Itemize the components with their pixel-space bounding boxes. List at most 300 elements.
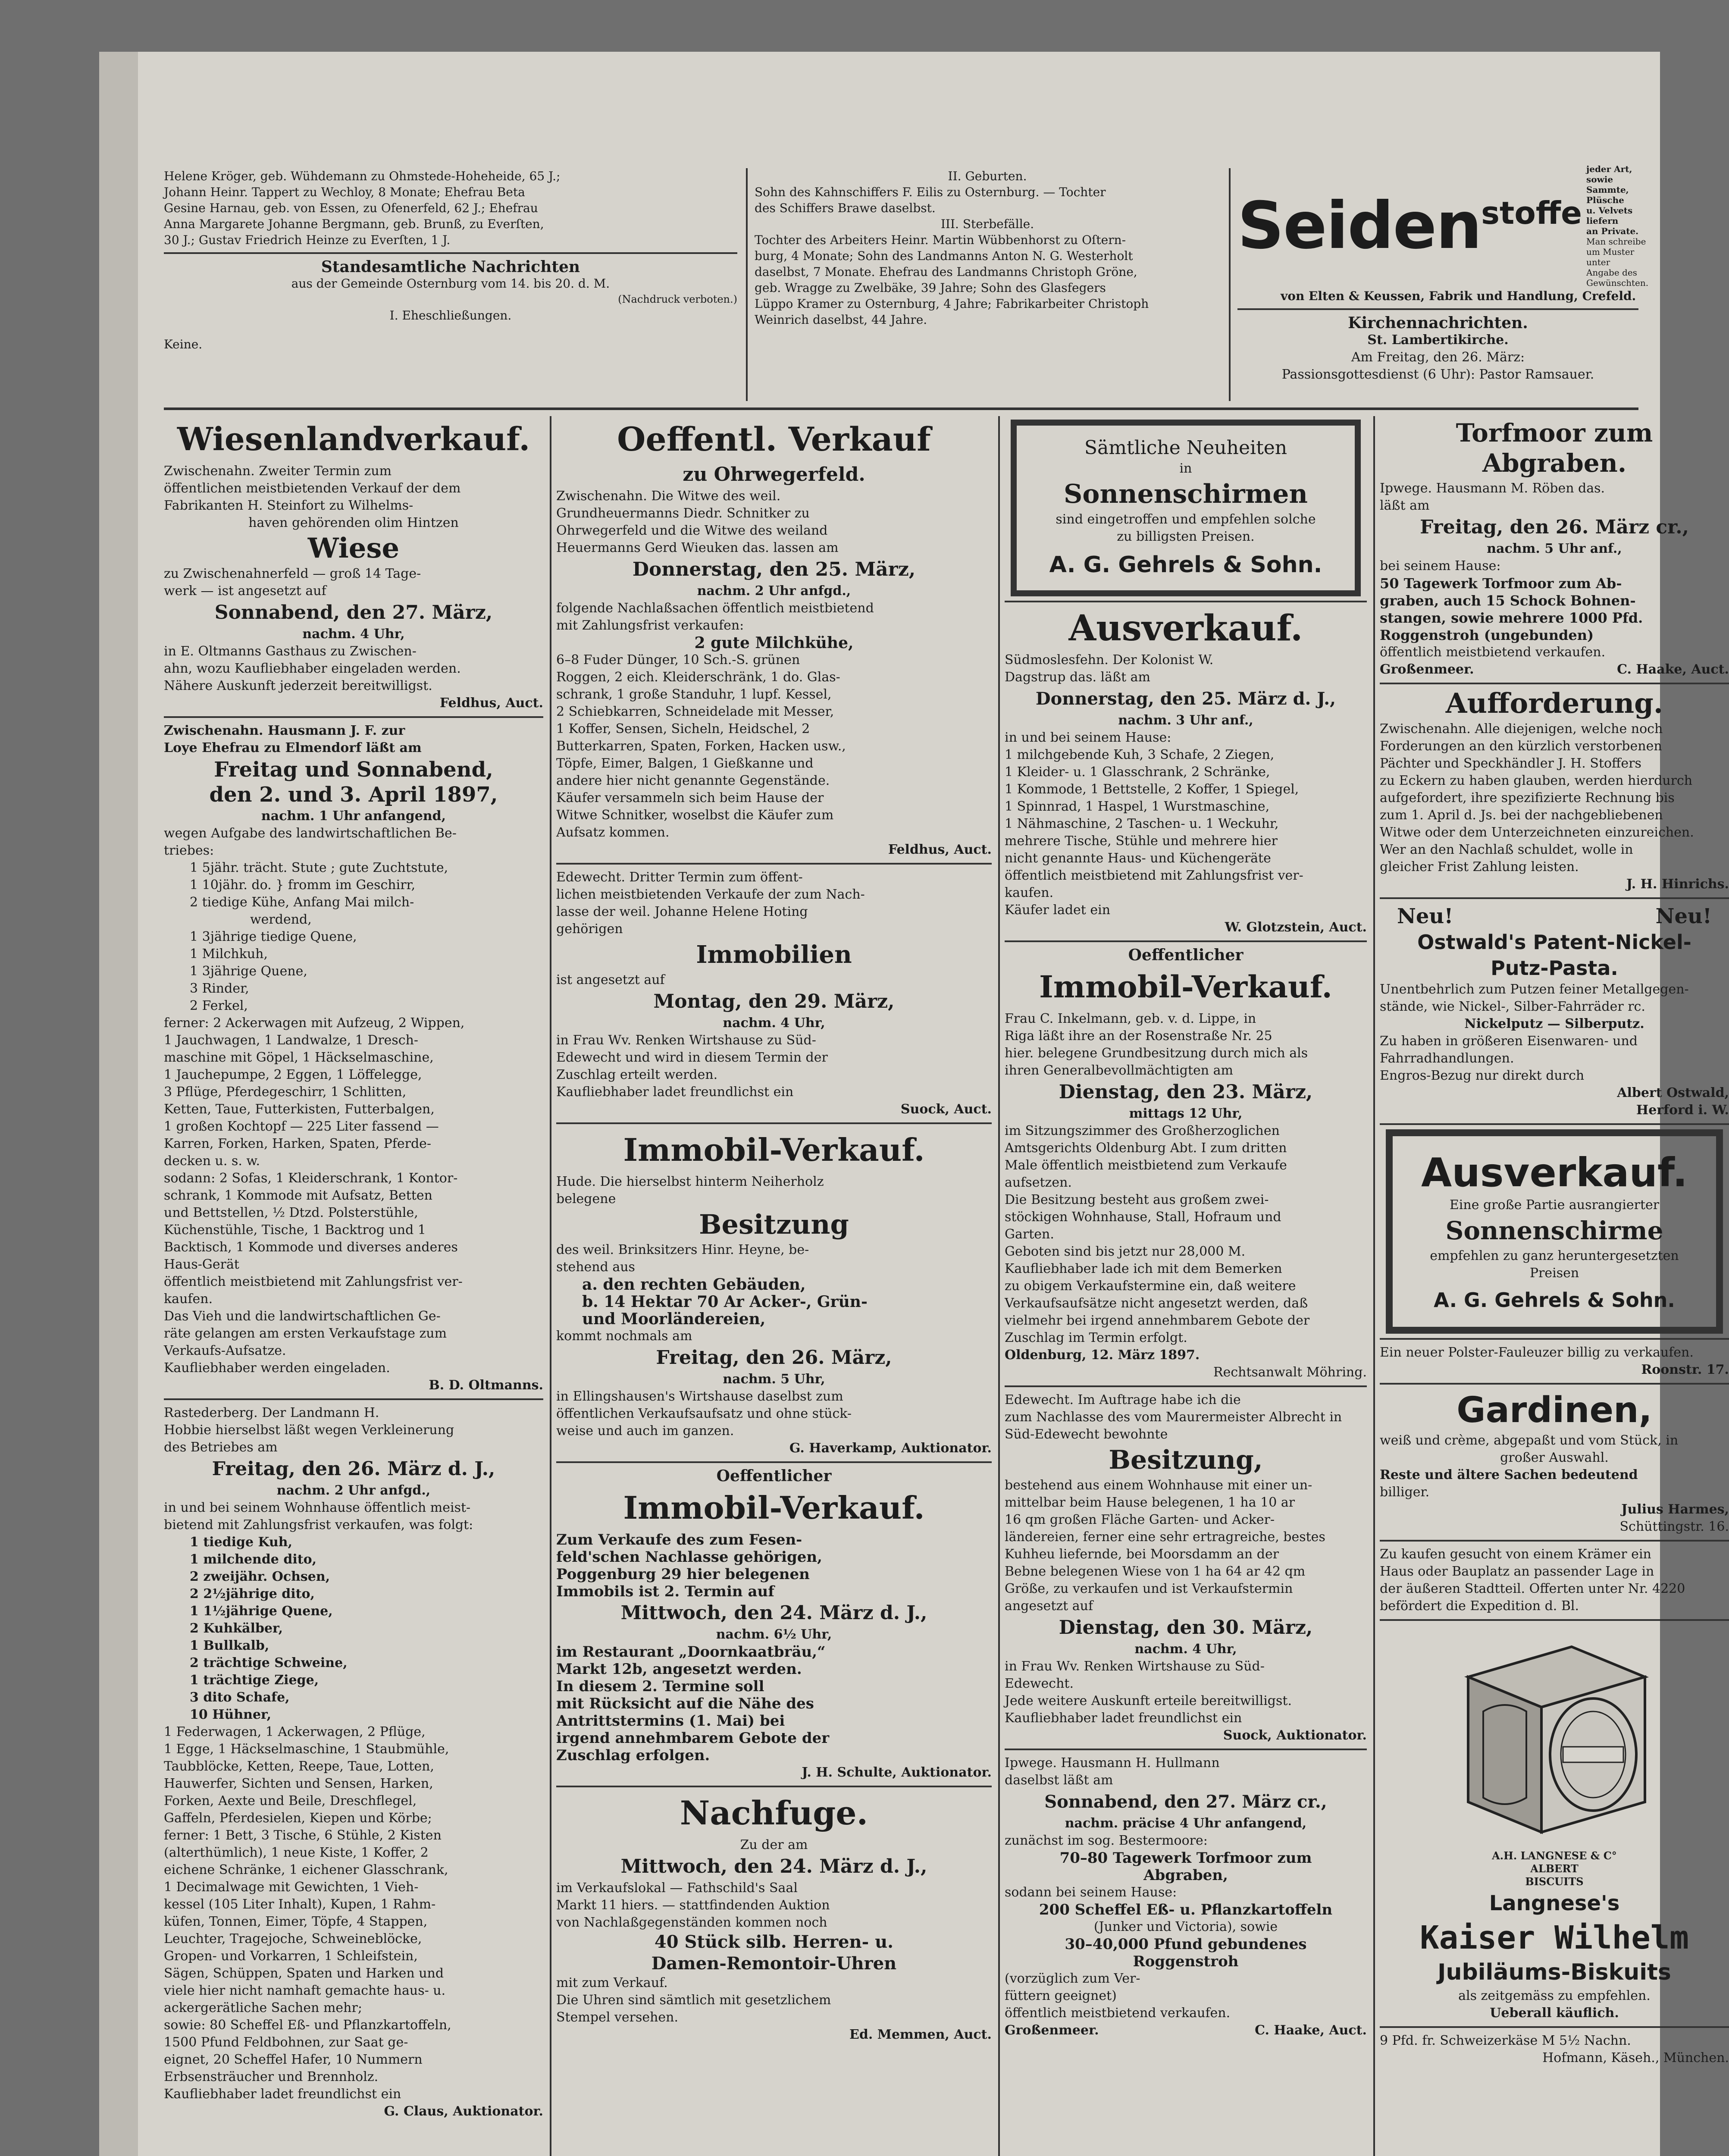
signature: G. Claus, Auktionator. (384, 2104, 543, 2119)
obituary-line: Johann Heinr. Tappert zu Wechloy, 8 Monate; Ehefrau Beta (164, 185, 525, 199)
list-item: 1 Bullkalb, (190, 1638, 269, 1653)
text-line: 50 Tagewerk Torfmoor zum Ab- (1380, 575, 1622, 592)
text-line: Antrittstermins (1. Mai) bei (556, 1712, 785, 1730)
text-line: Zuschlag erfolgen. (556, 1747, 710, 1764)
text-line: in Frau Wv. Renken Wirtshause zu Süd- (556, 1033, 816, 1048)
text-line: Süd-Edewecht bewohnte (1005, 1427, 1168, 1442)
list-item: 3 dito Schafe, (190, 1690, 290, 1705)
auction-time: nachm. 2 Uhr anfgd., (697, 583, 851, 599)
text-line: Edewecht und wird in diesem Termin der (556, 1050, 828, 1065)
advert-title: Ausverkauf. (1421, 1150, 1688, 1196)
text-line: Backtisch, 1 Kommode und diverses anderes (164, 1240, 458, 1255)
text-line: Kaufliebhaber ladet freundlichst ein (556, 1084, 794, 1100)
text-line: viele hier nicht namhaft gemachte haus- u. (164, 1983, 446, 1998)
text-line: Erbsensträucher und Brennholz. (164, 2069, 379, 2084)
aufforderung-advert (1380, 689, 1729, 893)
text-line: Roggen, 2 eich. Kleiderschränk, 1 do. Glas- (556, 670, 840, 685)
obituary-line: 30 J.; Gustav Friedrich Heinze zu Everſten, 1 J. (164, 233, 451, 247)
text-line: billiger. (1380, 1485, 1430, 1500)
neu-label: Neu! (1397, 904, 1453, 928)
text-line: schrank, 1 Kommode mit Aufsatz, Betten (164, 1188, 432, 1203)
edewecht-immobilien-advert (556, 869, 992, 1118)
text-line: öffentlich meistbietend mit Zahlungsfrist ver- (164, 1274, 463, 1289)
text-line: Forken, Aexte und Beile, Dreschflegel, (164, 1793, 417, 1808)
text-line: 200 Scheffel Eß- u. Pflanzkartoffeln (1039, 1901, 1333, 1918)
text-line: Pächter und Speckhändler J. H. Stoffers (1380, 756, 1641, 771)
text-line: Verkaufsaufsätze nicht angesetzt werden, daß (1005, 1296, 1308, 1311)
signature: Feldhus, Auct. (439, 696, 543, 711)
text-line: Rastederberg. Der Landmann H. (164, 1405, 379, 1420)
biscuit-tin-illustration (1442, 1630, 1666, 1845)
text-line: in (1179, 461, 1192, 476)
text-line: in E. Oltmanns Gasthaus zu Zwischen- (164, 644, 417, 659)
signature: Rechtsanwalt Möhring. (1213, 1365, 1367, 1380)
text-line: ahn, wozu Kaufliebhaber eingeladen werden. (164, 661, 461, 676)
list-item: 1 Milchkuh, (190, 946, 268, 962)
text-line: Riga läßt ihre an der Rosenstraße Nr. 25 (1005, 1028, 1272, 1044)
text-line: haven gehörenden olim Hintzen (248, 515, 459, 530)
text-line: im Verkaufslokal — Fathschild's Saal (556, 1880, 798, 1896)
deaths-heading: III. Sterbefälle. (940, 217, 1034, 231)
text-line: Damen-Remontoir-Uhren (651, 1953, 897, 1974)
auction-date: Freitag, den 26. März, (656, 1347, 892, 1369)
seiden-byline: von Elten & Keussen, Fabrik und Handlung, Crefeld. (1281, 289, 1636, 303)
text-line: Oldenburg, 12. März 1897. (1005, 1348, 1200, 1363)
auction-time: nachm. 1 Uhr anfangend, (261, 808, 446, 824)
list-item: 1 trächtige Ziege, (190, 1673, 319, 1688)
text-line: Nähere Auskunft jederzeit bereitwilligst. (164, 678, 432, 693)
text-line: hier. belegene Grundbesitzung durch mich als (1005, 1046, 1308, 1061)
deaths-line: Weinrich daselbst, 44 Jahre. (755, 313, 927, 327)
text-line: des weil. Brinksitzers Hinr. Heyne, be- (556, 1242, 809, 1257)
church-date: Am Freitag, den 26. März: (1351, 350, 1525, 365)
text-line: Preisen (1529, 1266, 1579, 1281)
text-line: im Sitzungszimmer des Großherzoglichen (1005, 1123, 1280, 1138)
advert-title: Immobil-Verkauf. (623, 1131, 925, 1168)
auction-date: Sonnabend, den 27. März cr., (1044, 1792, 1327, 1812)
list-item: 2 tiedige Kühe, Anfang Mai milch- (190, 895, 414, 910)
list-item: und Moorländereien, (582, 1310, 766, 1328)
text-line: Butterkarren, Spaten, Forken, Hacken usw., (556, 739, 846, 754)
advert-pre: Oeffentlicher (716, 1467, 832, 1485)
advert-title: Immobilien (696, 940, 852, 969)
column-3 (1005, 416, 1367, 2156)
text-line: Hobbie hierselbst läßt wegen Verkleinerung (164, 1423, 454, 1438)
text-line: 1 milchgebende Kuh, 3 Schafe, 2 Ziegen, (1005, 747, 1275, 762)
obituary-line: Gesine Harnau, geb. von Essen, zu Ofenerfeld, 62 J.; Ehefrau (164, 201, 538, 215)
text-line: bei seinem Hause: (1380, 558, 1501, 573)
seiden-brand: Seiden (1237, 188, 1482, 263)
text-line: 30–40,000 Pfund gebundenes (1065, 1936, 1307, 1953)
signature: Suock, Auktionator. (1223, 1728, 1367, 1743)
text-line: Kaufliebhaber werden eingeladen. (164, 1360, 390, 1376)
text-line: 70–80 Tagewerk Torfmoor zum (1059, 1849, 1312, 1867)
text-line: 2 gute Milchkühe, (694, 634, 854, 652)
ausverkauf-dagstrup-advert (1005, 607, 1367, 936)
deaths-line: burg, 4 Monate; Sohn des Landmanns Anton N. G. Westerholt (755, 249, 1133, 263)
obituary-line: Helene Kröger, geb. Wühdemann zu Ohmstede-Hoheheide, 65 J.; (164, 169, 561, 183)
text-line: Kaufliebhaber ladet freundlichst ein (164, 2087, 401, 2102)
auction-time: nachm. 2 Uhr anfgd., (276, 1483, 431, 1498)
signature: J. H. Hinrichs. (1626, 877, 1729, 892)
text-line: 1500 Pfund Feldbohnen, zur Saat ge- (164, 2035, 408, 2050)
text-line: Markt 11 hiers. — stattfindenden Auktion (556, 1898, 830, 1913)
text-line: eichene Schränke, 1 eichener Glasschrank, (164, 1862, 448, 1877)
seiden-side: jeder Art, sowie (1586, 164, 1632, 185)
text-line: ländereien, ferner eine sehr ertragreiche, bestes (1005, 1529, 1325, 1545)
deaths-line: daselbst, 7 Monate. Ehefrau des Landmanns Christoph Gröne, (755, 265, 1137, 279)
advert-title: Besitzung, (1109, 1445, 1263, 1475)
advert-title: Nachfuge. (680, 1794, 868, 1832)
advert-sub: zu Ohrwegerfeld. (683, 464, 865, 486)
text-line: Größe, zu verkaufen und ist Verkaufstermin (1005, 1581, 1293, 1596)
seiden-side2: Angabe des Gewünschten. (1586, 267, 1649, 288)
text-line: mit zum Verkauf. (556, 1975, 668, 1990)
standes-line: aus der Gemeinde Osternburg vom 14. bis 20. d. M. (291, 276, 610, 291)
text-line: daselbst läßt am (1005, 1773, 1113, 1788)
text-line: füttern geeignet) (1005, 1988, 1117, 2003)
text-line: der äußeren Stadtteil. Offerten unter Nr. 4220 (1380, 1581, 1685, 1596)
text-line: stangen, sowie mehrere 1000 Pfd. (1380, 610, 1643, 626)
text-line: (Junker und Victoria), sowie (1093, 1919, 1278, 1934)
text-line: großer Auswahl. (1500, 1450, 1609, 1465)
text-line: Südmoslesfehn. Der Kolonist W. (1005, 652, 1214, 667)
column-1 (164, 416, 543, 2156)
text-line: Zwischenahn. Alle diejenigen, welche noch (1380, 721, 1663, 736)
auction-date: Freitag und Sonnabend, (214, 758, 493, 782)
auction-time: nachm. 4 Uhr, (1134, 1642, 1237, 1657)
standes-nachdruck: (Nachdruck verboten.) (618, 293, 737, 305)
text-line: Edewecht. Dritter Termin zum öffent- (556, 870, 803, 885)
text-line: lasse der weil. Johanne Helene Hoting (556, 904, 808, 919)
text-line: 1 Federwagen, 1 Ackerwagen, 2 Pflüge, (164, 1724, 426, 1739)
place-name: Großenmeer. (1005, 2023, 1099, 2038)
text-line: Ein neuer Polster-Fauleuzer billig zu verkaufen. (1380, 1345, 1694, 1360)
tin-label: BISCUITS (1525, 1875, 1584, 1888)
text-line: Immobils ist 2. Termin auf (556, 1583, 774, 1600)
text-line: (alterthümlich), 1 neue Kiste, 1 Koffer, 2 (164, 1845, 429, 1860)
place-name: Großenmeer. (1380, 662, 1474, 677)
births-heading: II. Geburten. (948, 169, 1027, 183)
text-line: Dagstrup das. läßt am (1005, 670, 1150, 685)
text-line: sodann: 2 Sofas, 1 Kleiderschrank, 1 Kontor- (164, 1171, 458, 1186)
text-line: Geboten sind bis jetzt nur 28,000 M. (1005, 1244, 1246, 1259)
list-item: 2 zweijähr. Ochsen, (190, 1569, 330, 1584)
text-line: triebes: (164, 843, 214, 858)
wiesen-time: nachm. 4 Uhr, (302, 627, 405, 642)
wiesen-title: Wiesenlandverkauf. (177, 421, 530, 458)
text-line: belegene (556, 1191, 616, 1206)
text-line: Edewecht. (1005, 1676, 1074, 1691)
births-line: des Schiffers Brawe daselbst. (755, 201, 936, 215)
text-line: öffentlich meistbietend mit Zahlungsfrist ver- (1005, 868, 1303, 883)
text-line: zum 1. April d. Js. bei der nachgebliebenen (1380, 808, 1663, 823)
text-line: feld'schen Nachlasse gehörigen, (556, 1548, 822, 1566)
text-line: Kaufliebhaber lade ich mit dem Bemerken (1005, 1261, 1282, 1276)
text-line: 6–8 Fuder Dünger, 10 Sch.-S. grünen (556, 652, 800, 667)
auction-date: Dienstag, den 23. März, (1059, 1081, 1313, 1103)
text-line: zu obigem Verkaufstermine ein, daß weitere (1005, 1279, 1296, 1294)
list-item: werdend, (250, 912, 312, 927)
signature: Feldhus, Auct. (888, 842, 992, 857)
auction-date: Freitag, den 26. März d. J., (212, 1458, 495, 1480)
text-line: lichen meistbietenden Verkaufe der zum Nach- (556, 887, 865, 902)
text-line: Nickelputz — Silberputz. (1464, 1016, 1644, 1031)
text-line: Kaufliebhaber ladet freundlichst ein (1005, 1711, 1242, 1726)
signature: J. H. Schulte, Auktionator. (802, 1765, 992, 1780)
advert-sub: Sonnenschirme (1445, 1216, 1663, 1245)
tin-label: A.H. LANGNESE & C° (1492, 1849, 1617, 1862)
polster-advert (1380, 1344, 1729, 1379)
text-line: 1 Kleider- u. 1 Glasschrank, 2 Schränke, (1005, 765, 1270, 780)
text-line: 1 Nähmaschine, 2 Taschen- u. 1 Weckuhr, (1005, 816, 1279, 831)
text-line: ferner: 2 Ackerwagen mit Aufzeug, 2 Wippen, (164, 1015, 465, 1031)
text-line: Male öffentlich meistbietend zum Verkaufe (1005, 1158, 1287, 1173)
text-line: Markt 12b, angesetzt werden. (556, 1661, 802, 1678)
advert-title: Immobil-Verkauf. (623, 1489, 925, 1526)
column-4 (1380, 416, 1729, 2156)
wiesen-date: Sonnabend, den 27. März, (214, 602, 493, 624)
text-line: öffentlich meistbietend verkaufen. (1380, 645, 1606, 660)
advert-pre: Oeffentlicher (1128, 946, 1244, 964)
text-line: kommt nochmals am (556, 1329, 692, 1344)
text-line: andere hier nicht genannte Gegenstände. (556, 773, 830, 788)
text-line: kaufen. (1005, 885, 1054, 900)
text-line: zum Nachlasse des vom Maurermeister Albrecht in (1005, 1410, 1342, 1425)
text-line: Forderungen an den kürzlich verstorbenen (1380, 739, 1662, 754)
text-line: 40 Stück silb. Herren- u. (654, 1932, 894, 1952)
seiden-side: Sammte, Plüsche (1586, 185, 1629, 205)
text-line: werk — ist angesetzt auf (164, 583, 326, 599)
text-line: Witwe oder dem Unterzeichneten einzureichen. (1380, 825, 1694, 840)
seiden-brand-suffix: stoffe (1481, 195, 1582, 231)
list-item: a. den rechten Gebäuden, (582, 1275, 806, 1294)
list-item: 2 Kuhkälber, (190, 1621, 283, 1636)
text-line: Zwischenahn. Hausmann J. F. zur (164, 723, 405, 738)
text-line: öffentlich meistbietend verkaufen. (1005, 2006, 1231, 2021)
list-item: 1 5jähr. trächt. Stute ; gute Zuchtstute, (190, 860, 448, 875)
text-line: Amtsgerichts Oldenburg Abt. I zum dritten (1005, 1141, 1287, 1156)
text-line: Zwischenahn. Die Witwe des weil. (556, 489, 781, 504)
obituary-line: Anna Margarete Johanne Bergmann, geb. Brunß, zu Everſten, (164, 217, 544, 231)
neu-label: Neu! (1655, 904, 1712, 928)
auction-time: nachm. präcise 4 Uhr anfangend, (1065, 1816, 1307, 1831)
list-item: 10 Hühner, (190, 1707, 272, 1722)
text-line: Reste und ältere Sachen bedeutend (1380, 1467, 1638, 1482)
signature: C. Haake, Auct. (1617, 662, 1729, 677)
nachfuge-advert (556, 1792, 992, 2043)
text-line: 1 großen Kochtopf — 225 Liter fassend — (164, 1119, 439, 1134)
text-line: 2 Schiebkarren, Schneidelade mit Messer, (556, 704, 834, 719)
text-line: Roggenstroh (1133, 1953, 1239, 1970)
text-line: Küchenstühle, Tische, 1 Backtrog und 1 (164, 1222, 426, 1238)
auction-time: nachm. 5 Uhr anf., (1487, 541, 1622, 556)
riga-advert (1005, 946, 1367, 1381)
text-line: Eine große Partie ausrangierter (1449, 1197, 1660, 1213)
auction-date: Mittwoch, den 24. März d. J., (620, 1602, 927, 1624)
list-item: 1 3jährige Quene, (190, 964, 307, 979)
advert-title: Sonnenschirmen (1063, 479, 1308, 509)
text-line: Gaffeln, Pferdesielen, Kiepen und Körbe; (164, 1811, 432, 1826)
hullmann-advert (1005, 1755, 1367, 2039)
newspaper-page (99, 52, 1729, 2156)
signature: B. D. Oltmanns. (429, 1378, 543, 1393)
text-line: Ohrwegerfeld und die Witwe des weiland (556, 523, 828, 538)
text-line: 3 Pflüge, Pferdegeschirr, 1 Schlitten, (164, 1084, 407, 1100)
text-line: sodann bei seinem Hause: (1005, 1885, 1177, 1900)
text-line: Verkaufs-Aufsatze. (164, 1343, 286, 1358)
seiden-side: an Private. (1586, 226, 1639, 236)
text-line: Zuschlag im Termin erfolgt. (1005, 1330, 1187, 1345)
rastede-advert (164, 1404, 543, 2120)
fesenfeld-advert (556, 1467, 992, 1781)
advert-title: Gardinen, (1456, 1390, 1652, 1431)
text-line: Wer an den Nachlaß schuldet, wolle in (1380, 842, 1633, 857)
text-line: Hauwerfer, Sichten und Sensen, Harken, (164, 1776, 433, 1791)
auction-date: Donnerstag, den 25. März d. J., (1035, 689, 1336, 709)
text-line: schrank, 1 große Standuhr, 1 lupf. Kessel, (556, 687, 832, 702)
text-line: Hude. Die hierselbst hinterm Neiherholz (556, 1174, 824, 1189)
gehrels-neuheiten-advert (1011, 420, 1361, 596)
text-line: ackergerätliche Sachen mehr; (164, 2000, 362, 2015)
text-line: Garten. (1005, 1227, 1054, 1242)
text-line: in und bei seinem Wohnhause öffentlich meist- (164, 1500, 471, 1515)
text-line: empfehlen zu ganz heruntergesetzten (1430, 1248, 1679, 1263)
text-line: Zum Verkaufe des zum Fesen- (556, 1531, 802, 1548)
text-line: mit Rücksicht auf die Nähe des (556, 1695, 814, 1712)
text-line: stöckigen Wohnhause, Stall, Hofraum und (1005, 1210, 1281, 1225)
text-line: irgend annehmbarem Gebote der (556, 1730, 830, 1747)
text-line: Sägen, Schüppen, Spaten und Harken und (164, 1966, 444, 1981)
text-line: Jede weitere Auskunft erteile bereitwilligst. (1005, 1693, 1292, 1708)
text-line: Karren, Forken, Harken, Spaten, Pferde- (164, 1136, 432, 1151)
text-line: Ueberall käuflich. (1490, 2006, 1619, 2021)
text-line: aufsetzen. (1005, 1175, 1072, 1190)
text-line: zu Zwischenahnerfeld — groß 14 Tage- (164, 566, 421, 581)
firm-name: A. G. Gehrels & Sohn. (1434, 1288, 1675, 1312)
text-line: Aufsatz kommen. (556, 825, 670, 840)
auction-time: nachm. 3 Uhr anf., (1118, 713, 1253, 728)
text-line: ist angesetzt auf (556, 972, 665, 987)
list-item: 3 Rinder, (190, 981, 249, 996)
text-line: Käufer ladet ein (1005, 903, 1111, 918)
zurloye-advert (164, 722, 543, 1394)
text-line: 1 Jauchwagen, 1 Landwalze, 1 Dresch- (164, 1033, 419, 1048)
brand-name: Langnese's (1489, 1891, 1620, 1915)
text-line: räte gelangen am ersten Verkaufstage zum (164, 1326, 447, 1341)
advert-title: Immobil-Verkauf. (1039, 969, 1332, 1005)
text-line: zunächst im sog. Bestermoore: (1005, 1833, 1208, 1848)
signature: G. Haverkamp, Auktionator. (789, 1441, 992, 1456)
text-line: mit Zahlungsfrist verkaufen: (556, 618, 744, 633)
text-line: Stempel versehen. (556, 2010, 679, 2025)
text-line: Haus-Gerät (164, 1257, 239, 1272)
text-line: des Betriebes am (164, 1440, 278, 1455)
text-line: 1 Kommode, 1 Bettstelle, 2 Koffer, 1 Spiegel, (1005, 782, 1299, 797)
text-line: folgende Nachlaßsachen öffentlich meistbietend (556, 601, 874, 616)
kaese-advert (1380, 2032, 1729, 2067)
text-line: mehrere Tische, Stühle und mehrere hier (1005, 834, 1278, 849)
text-line: läßt am (1380, 498, 1430, 513)
top-mid-notices (755, 168, 1220, 401)
text-line: Poggenburg 29 hier belegenen (556, 1566, 810, 1583)
list-item: 2 Ferkel, (190, 998, 248, 1013)
text-line: ferner: 1 Bett, 3 Tische, 6 Stühle, 2 Kisten (164, 1828, 442, 1843)
auction-date: Mittwoch, den 24. März d. J., (620, 1855, 927, 1877)
text-line: gehörigen (556, 921, 623, 937)
page-binding-edge (99, 52, 138, 2156)
signature: Roonstr. 17. (1641, 1362, 1729, 1377)
text-line: zu billigsten Preisen. (1117, 529, 1255, 544)
text-line: stände, wie Nickel-, Silber-Fahrräder rc. (1380, 999, 1645, 1014)
product-title: Ostwald's Patent-Nickel- (1417, 931, 1691, 954)
text-line: maschine mit Göpel, 1 Häckselmaschine, (164, 1050, 434, 1065)
torfmoor-advert (1380, 418, 1729, 678)
list-item: 1 10jähr. do. } fromm im Geschirr, (190, 877, 416, 893)
text-line: sind eingetroffen und empfehlen solche (1056, 512, 1316, 527)
text-line: Taubblöcke, Ketten, Reepe, Taue, Lotten, (164, 1759, 434, 1774)
text-line: stehend aus (556, 1260, 635, 1275)
text-line: Engros-Bezug nur direkt durch (1380, 1068, 1585, 1083)
seiden-side2: Man schreibe um Muster unter (1586, 236, 1646, 267)
standes-title: Standesamtliche Nachrichten (321, 258, 580, 276)
text-line: Zu haben in größeren Eisenwaren- und (1380, 1034, 1638, 1049)
text-line: Töpfe, Eimer, Balgen, 1 Gießkanne und (556, 756, 814, 771)
auction-date: Montag, den 29. März, (653, 990, 895, 1012)
text-line: öffentlichen Verkaufsaufsatz und ohne stück- (556, 1406, 852, 1421)
gehrels-ausverkauf-advert (1386, 1129, 1723, 1334)
text-line: vielmehr bei irgend annehmbarem Gebote der (1005, 1313, 1310, 1328)
oeffentl-verkauf-advert (556, 418, 992, 859)
text-line: Loye Ehefrau zu Elmendorf läßt am (164, 740, 422, 755)
auction-time: nachm. 5 Uhr, (723, 1372, 825, 1387)
church-title: Kirchennachrichten. (1348, 314, 1528, 332)
signature: Ed. Memmen, Auct. (849, 2027, 992, 2042)
text-line: befördert die Expedition d. Bl. (1380, 1598, 1579, 1614)
text-line: In diesem 2. Termine soll (556, 1678, 764, 1695)
text-line: Roggenstroh (ungebunden) (1380, 627, 1594, 643)
text-line: sowie: 80 Scheffel Eß- und Pflanzkartoffeln, (164, 2018, 451, 2033)
auction-date: Dienstag, den 30. März, (1059, 1617, 1313, 1639)
seiden-advert (1237, 164, 1649, 405)
text-line: Witwe Schnitker, woselbst die Käufer zum (556, 808, 834, 823)
signature: Suock, Auct. (900, 1102, 992, 1117)
text-line: Das Vieh und die landwirtschaftlichen Ge- (164, 1309, 441, 1324)
text-line: Edewecht. Im Auftrage habe ich die (1005, 1392, 1241, 1407)
list-item: 2 2½jährige dito, (190, 1586, 315, 1601)
text-line: 16 qm großen Fläche Garten- und Acker- (1005, 1512, 1275, 1527)
column-2 (556, 416, 992, 2156)
text-line: in Frau Wv. Renken Wirtshause zu Süd- (1005, 1659, 1265, 1674)
edewecht-besitzung-advert (1005, 1391, 1367, 1744)
firm-name: A. G. Gehrels & Sohn. (1049, 552, 1322, 578)
text-line: aufgefordert, ihre spezifizierte Rechnung bis (1380, 790, 1675, 805)
text-line: graben, auch 15 Schock Bohnen- (1380, 592, 1636, 609)
text-line: Fahrradhandlungen. (1380, 1051, 1514, 1066)
text-line: Unentbehrlich zum Putzen feiner Metallgegen- (1380, 982, 1689, 997)
deaths-line: Lüppo Kramer zu Osternburg, 4 Jahre; Fabrikarbeiter Christoph (755, 297, 1149, 311)
church-service: Passionsgottesdienst (6 Uhr): Pastor Ramsauer. (1281, 367, 1594, 382)
deaths-line: geb. Wragge zu Zwelbäke, 39 Jahre; Sohn des Glasfegers (755, 281, 1106, 295)
text-line: Bebne belegenen Wiese von 1 ha 64 ar 42 qm (1005, 1564, 1306, 1579)
text-line: küfen, Tonnen, Eimer, Töpfe, 4 Stappen, (164, 1914, 428, 1929)
text-line: mittelbar beim Hause belegenen, 1 ha 10 ar (1005, 1495, 1295, 1510)
product-sub: Jubiläums-Biskuits (1438, 1959, 1671, 1985)
text-line: gleicher Frist Zahlung leisten. (1380, 859, 1579, 874)
advert-title: Ausverkauf. (1068, 608, 1303, 649)
text-line: bietend mit Zahlungsfrist verkaufen, was folgt: (164, 1517, 473, 1532)
text-line: nicht genannte Haus- und Küchengeräte (1005, 851, 1271, 866)
